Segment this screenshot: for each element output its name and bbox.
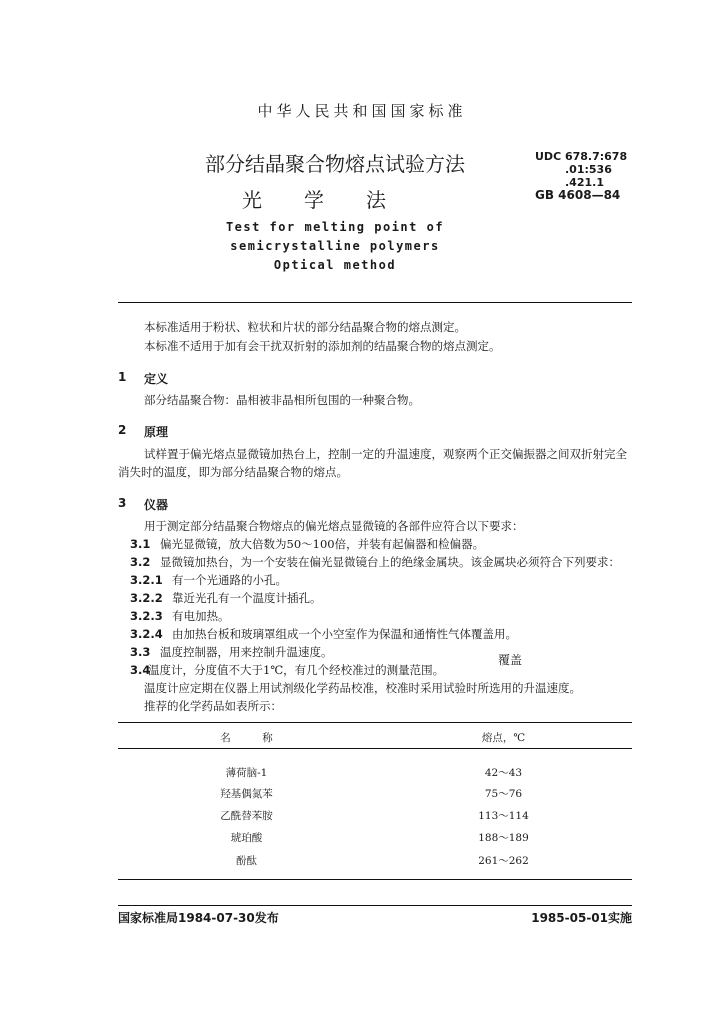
document-title-zh: 部分结晶聚合物熔点试验方法 (205, 152, 465, 176)
intro-paragraph-1: 本标准适用于粉状、粒状和片状的部分结晶聚合物的熔点测定。 (144, 320, 466, 334)
footer-rule (118, 905, 632, 906)
udc-line-2: .01:536 (565, 163, 612, 176)
table-row-4-value: 188～189 (478, 832, 529, 844)
table-bottom-rule (118, 879, 632, 880)
clause-3-4-number: 3.4 (130, 663, 151, 677)
table-row-2-name: 羟基偶氮苯 (220, 788, 273, 800)
table-header-melting-point: 熔点，℃ (481, 732, 526, 744)
clause-3-3-text: 温度控制器，用来控制升温速度。 (160, 645, 333, 659)
section-3-after-line-2: 推荐的化学药品如表所示： (144, 699, 282, 713)
section-3-after-line-1: 温度计应定期在仪器上用试剂级化学药品校准，校准时采用试验时所选用的升温速度。 (144, 681, 581, 695)
clause-3-2-text: 显微镜加热台，为一个安装在偏光显微镜台上的绝缘金属块。该金属块必须符合下列要求： (160, 555, 620, 569)
issue-date: 国家标准局1984-07-30发布 (118, 911, 279, 925)
table-row-5-name: 酚酞 (236, 855, 257, 867)
section-3-intro: 用于测定部分结晶聚合物熔点的偏光熔点显微镜的各部件应符合以下要求： (144, 519, 524, 533)
table-top-rule (118, 722, 632, 723)
clause-3-2-1-number: 3.2.1 (130, 573, 163, 587)
section-2-text-line-2: 消失时的温度，即为部分结晶聚合物的熔点。 (118, 465, 348, 479)
section-2-heading: 原理 (144, 425, 169, 439)
clause-3-2-2-number: 3.2.2 (130, 591, 163, 605)
standard-title: 中华人民共和国国家标准 (257, 102, 467, 120)
title-en-line-1: Test for melting point of (225, 220, 445, 234)
udc-line-3: .421.1 (565, 176, 604, 189)
intro-paragraph-2: 本标准不适用于加有会干扰双折射的添加剂的结晶聚合物的熔点测定。 (144, 339, 501, 353)
clause-3-4-text: 温度计，分度值不大于1℃，有几个经校准过的测量范围。 (148, 663, 445, 677)
title-en-line-3: Optical method (273, 258, 397, 272)
header-rule (118, 302, 632, 303)
udc-line-1: UDC 678.7:678 (535, 150, 628, 163)
table-row-1-value: 42～43 (484, 767, 523, 779)
clause-3-1-text: 偏光显微镜，放大倍数为50～100倍，并装有起偏器和检偏器。 (160, 537, 485, 551)
table-row-3-name: 乙酰替苯胺 (220, 810, 273, 822)
table-row-4-name: 琥珀酸 (230, 832, 263, 844)
clause-3-1-number: 3.1 (130, 537, 151, 551)
clause-3-3-number: 3.3 (130, 645, 151, 659)
clause-3-2-number: 3.2 (130, 555, 151, 569)
stamp-text: 覆盖 (498, 653, 523, 667)
table-row-3-value: 113～114 (478, 810, 529, 822)
table-row-2-value: 75～76 (484, 788, 523, 800)
document-title-en (160, 218, 510, 275)
udc-classification (535, 150, 627, 202)
clause-3-2-4-text: 由加热台板和玻璃罩组成一个小空室作为保温和通惰性气体覆盖用。 (172, 627, 517, 641)
clause-3-2-3-number: 3.2.3 (130, 609, 163, 623)
clause-3-2-2-text: 靠近光孔有一个温度计插孔。 (172, 591, 322, 605)
section-2-number: 2 (118, 423, 127, 437)
table-header-rule (118, 748, 632, 749)
section-1-heading: 定义 (144, 372, 169, 386)
gb-number: GB 4608—84 (535, 188, 621, 202)
clause-3-2-3-text: 有电加热。 (172, 609, 230, 623)
clause-3-2-1-text: 有一个光通路的小孔。 (172, 573, 287, 587)
effective-date: 1985-05-01实施 (531, 911, 632, 925)
title-en-line-2: semicrystalline polymers (230, 239, 440, 253)
section-1-text: 部分结晶聚合物：晶相被非晶相所包围的一种聚合物。 (144, 393, 420, 407)
document-subtitle-zh: 光学法 (242, 188, 428, 212)
section-3-number: 3 (118, 496, 127, 510)
section-2-text-line-1: 试样置于偏光熔点显微镜加热台上，控制一定的升温速度，观察两个正交偏振器之间双折射完全 (144, 447, 627, 461)
table-row-1-name: 薄荷脑-1 (225, 767, 268, 779)
table-row-5-value: 261～262 (478, 855, 529, 867)
section-3-heading: 仪器 (144, 498, 169, 512)
section-1-number: 1 (118, 370, 127, 384)
table-header-name: 名 称 (220, 732, 273, 744)
clause-3-2-4-number: 3.2.4 (130, 627, 163, 641)
